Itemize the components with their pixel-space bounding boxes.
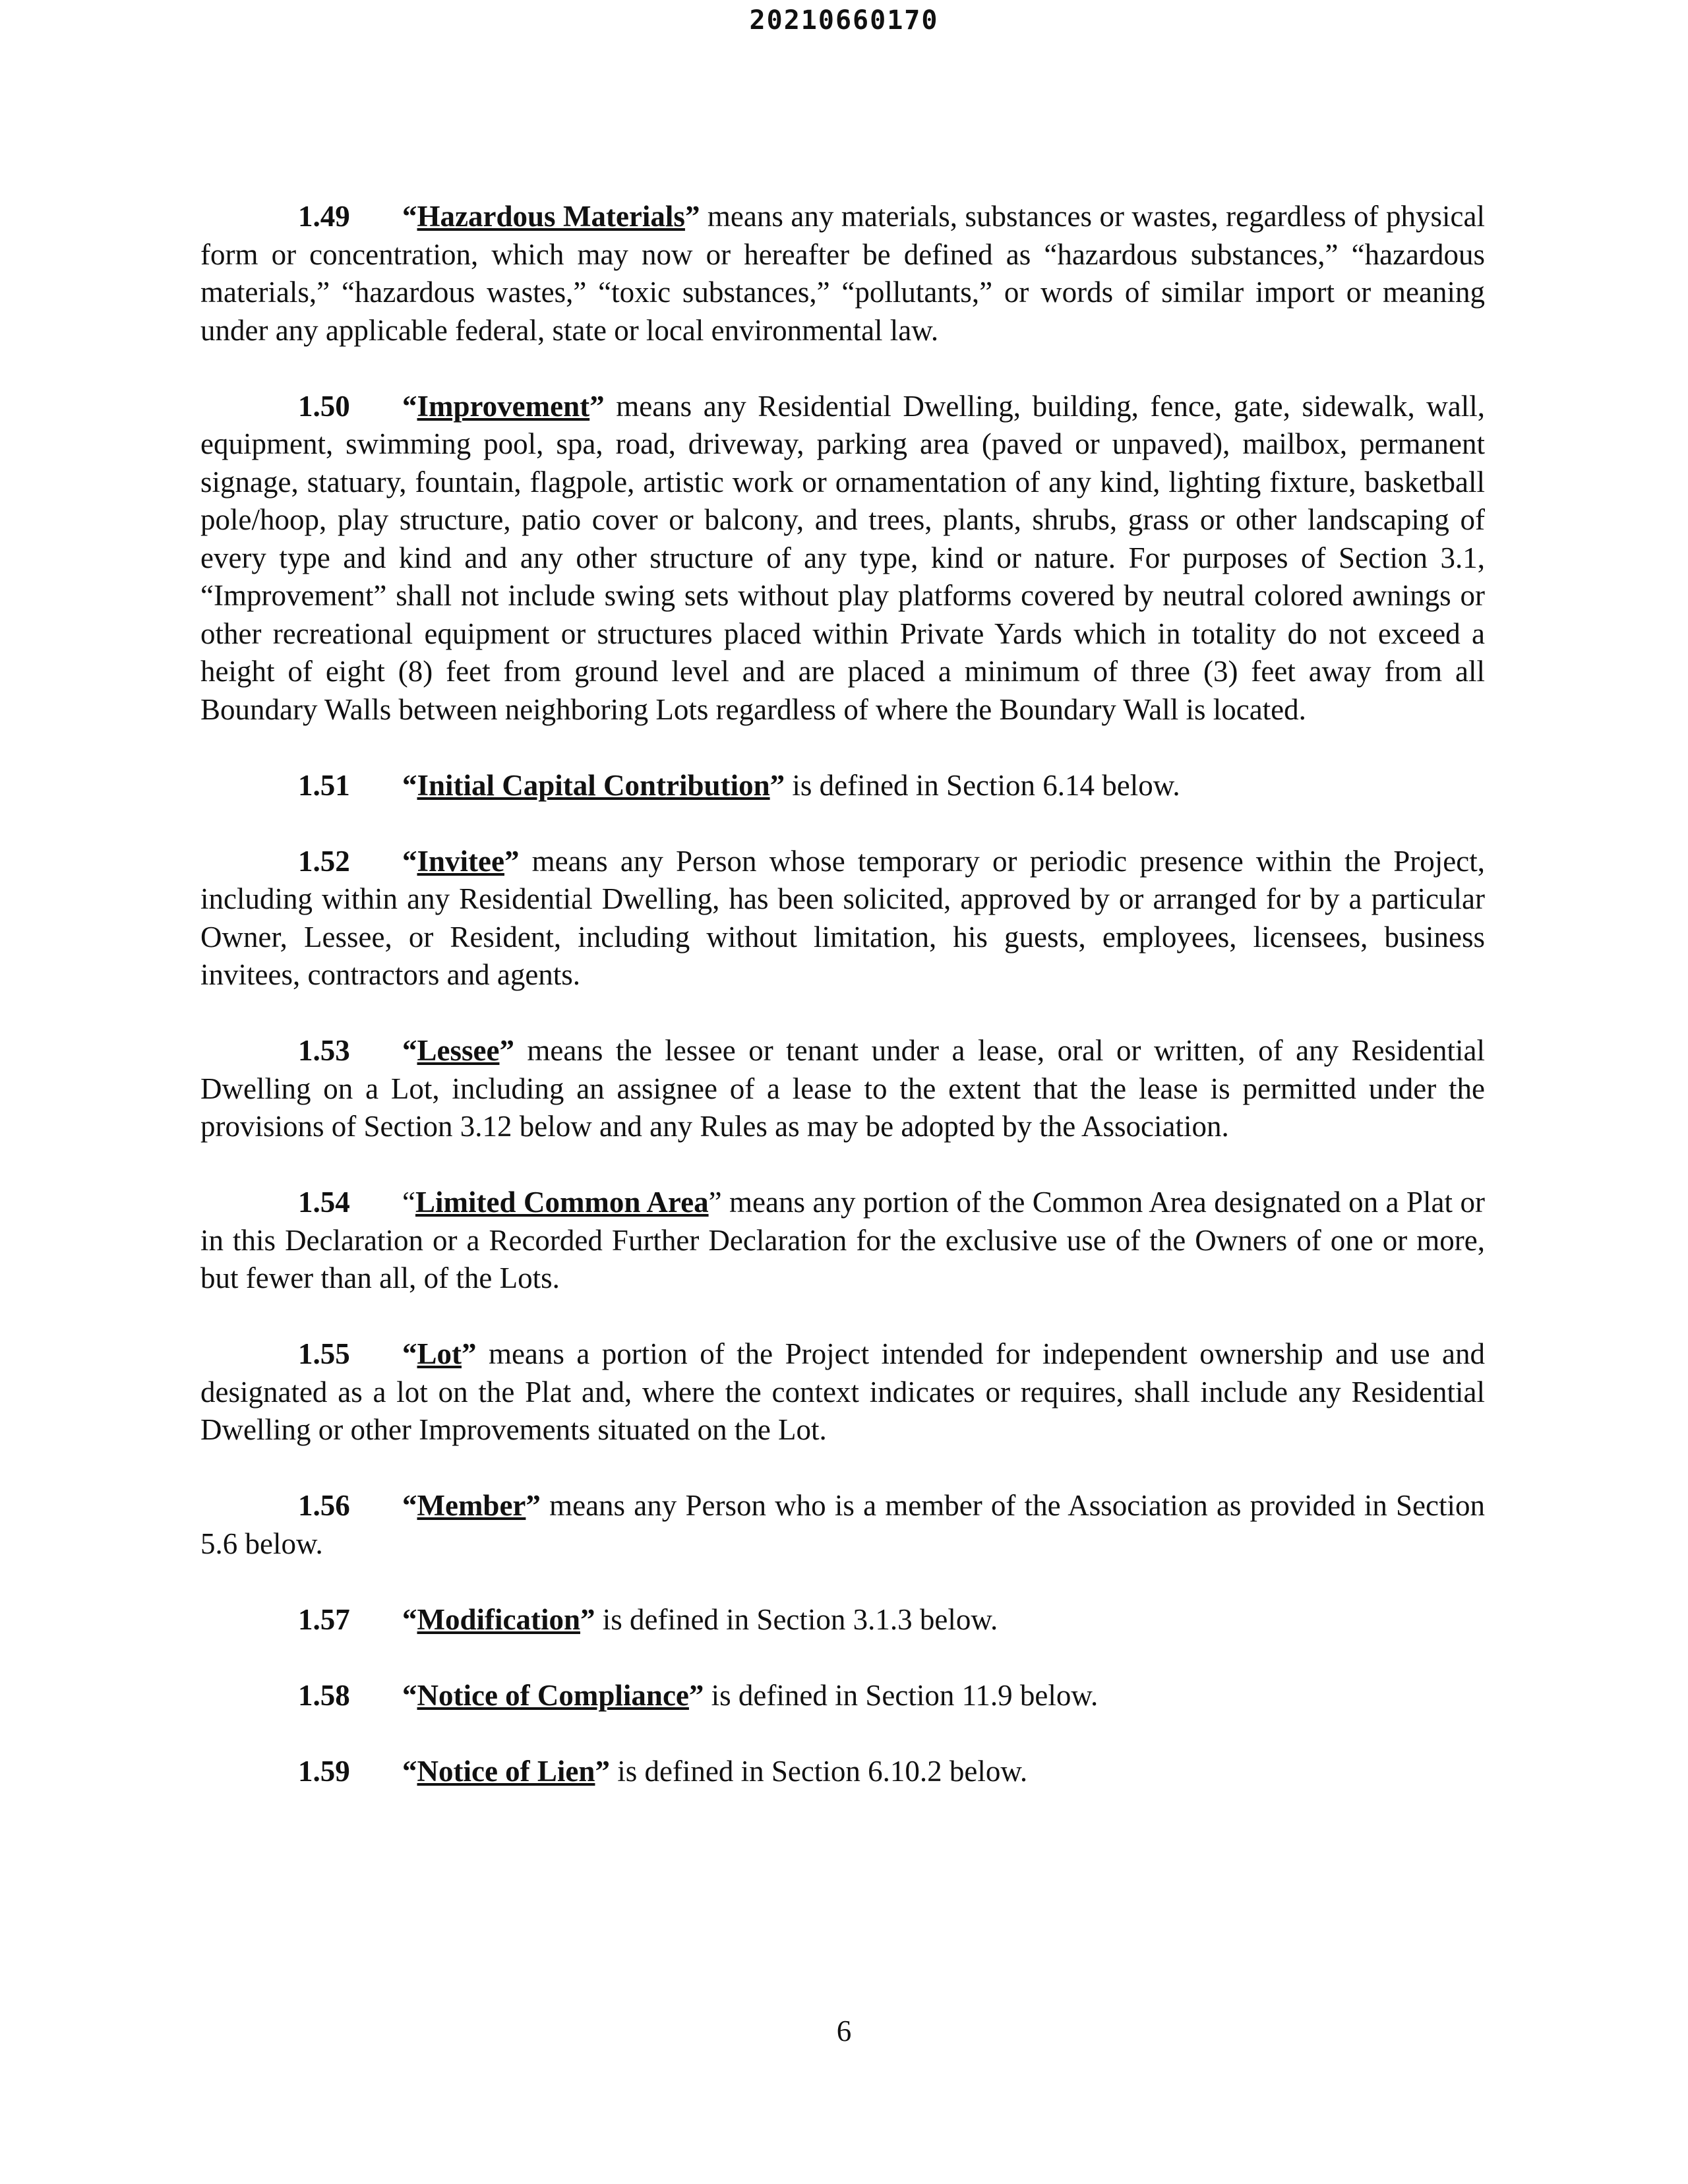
defined-term: Notice of Compliance bbox=[417, 1678, 689, 1712]
defined-term: Notice of Lien bbox=[417, 1754, 595, 1788]
definition-text: means a portion of the Project intended for independent ownership and use and designated as a lot on the Plat and, where the context indicates or requires, shall include any Residential Dwelling or other Improvements situated on the Lot. bbox=[200, 1337, 1485, 1446]
section-number: 1.53 bbox=[298, 1034, 350, 1067]
page-number: 6 bbox=[836, 2015, 852, 2048]
defined-term: Initial Capital Contribution bbox=[417, 768, 770, 802]
section-1-56 bbox=[200, 1487, 1485, 1563]
section-1-54 bbox=[200, 1184, 1485, 1298]
close-quote: ” bbox=[684, 200, 700, 233]
defined-term: Lessee bbox=[417, 1034, 500, 1067]
defined-term: Lot bbox=[417, 1337, 462, 1370]
defined-term: Limited Common Area bbox=[415, 1186, 709, 1219]
close-quote: ” bbox=[462, 1337, 477, 1370]
open-quote: “ bbox=[402, 1337, 417, 1370]
open-quote: “ bbox=[402, 1602, 417, 1636]
definition-text: is defined in Section 6.14 below. bbox=[785, 768, 1180, 802]
definition-text: is defined in Section 3.1.3 below. bbox=[595, 1602, 998, 1636]
document-body bbox=[200, 198, 1485, 1829]
recording-number: 20210660170 bbox=[749, 5, 939, 36]
section-number: 1.51 bbox=[298, 768, 350, 802]
close-quote: ” bbox=[580, 1602, 595, 1636]
section-number: 1.52 bbox=[298, 844, 350, 878]
section-number: 1.55 bbox=[298, 1337, 350, 1370]
section-1-59 bbox=[200, 1753, 1485, 1791]
section-number: 1.57 bbox=[298, 1602, 350, 1636]
section-number: 1.50 bbox=[298, 389, 350, 423]
defined-term: Improvement bbox=[417, 389, 590, 423]
close-quote: ” bbox=[708, 1186, 722, 1219]
section-1-55 bbox=[200, 1335, 1485, 1449]
close-quote: ” bbox=[504, 844, 520, 878]
definition-text: means any materials, substances or wastes, regardless of physical form or concentration, which may now or hereafter be defined as “hazardous substances,” “hazardous materials,” “hazardous wastes,” “toxic substances,” “pollutants,” or words of similar import or meaning under any applicable federal, state or local environmental law. bbox=[200, 200, 1485, 347]
open-quote: “ bbox=[402, 1186, 415, 1219]
section-1-57 bbox=[200, 1601, 1485, 1639]
section-number: 1.56 bbox=[298, 1489, 350, 1522]
definition-text: means any portion of the Common Area designated on a Plat or in this Declaration or a Recorded Further Declaration for the exclusive use of the Owners of one or more, but fewer than all, of the Lots. bbox=[200, 1186, 1485, 1294]
defined-term: Modification bbox=[417, 1602, 580, 1636]
close-quote: ” bbox=[589, 389, 605, 423]
open-quote: “ bbox=[402, 844, 417, 878]
definition-text: is defined in Section 11.9 below. bbox=[704, 1678, 1099, 1712]
section-1-51 bbox=[200, 767, 1485, 805]
open-quote: “ bbox=[402, 1678, 417, 1712]
open-quote: “ bbox=[402, 1034, 417, 1067]
section-1-53 bbox=[200, 1032, 1485, 1146]
definition-text: is defined in Section 6.10.2 below. bbox=[609, 1754, 1028, 1788]
definition-text: means any Residential Dwelling, building, fence, gate, sidewalk, wall, equipment, swimming pool, spa, road, driveway, parking area (paved or unpaved), mailbox, permanent signage, statuary, fountain, flagpole, artistic work or ornamentation of any kind, lighting fixture, basketball pole/hoop, play structure, patio cover or balcony, and trees, plants, shrubs, grass or other landscaping of every type and kind and any other structure of any type, kind or nature. For purposes of Section 3.1, “Improvement” shall not include swing sets without play platforms covered by neutral colored awnings or other recreational equipment or structures placed within Private Yards which in totality do not exceed a height of eight (8) feet from ground level and are placed a minimum of three (3) feet away from all Boundary Walls between neighboring Lots regardless of where the Boundary Wall is located. bbox=[200, 389, 1485, 726]
open-quote: “ bbox=[402, 1754, 417, 1788]
defined-term: Member bbox=[417, 1489, 526, 1522]
definition-text: means any Person who is a member of the Association as provided in Section 5.6 below. bbox=[200, 1489, 1485, 1560]
defined-term: Invitee bbox=[417, 844, 504, 878]
close-quote: ” bbox=[595, 1754, 610, 1788]
open-quote: “ bbox=[402, 200, 417, 233]
section-number: 1.49 bbox=[298, 200, 350, 233]
open-quote: “ bbox=[402, 768, 417, 802]
close-quote: ” bbox=[688, 1678, 704, 1712]
definition-text: means the lessee or tenant under a lease, oral or written, of any Residential Dwelling on a Lot, including an assignee of a lease to the extent that the lease is permitted under the provisions of Section 3.12 below and any Rules as may be adopted by the Association. bbox=[200, 1034, 1485, 1143]
open-quote: “ bbox=[402, 1489, 417, 1522]
section-1-50 bbox=[200, 388, 1485, 729]
definition-text: means any Person whose temporary or periodic presence within the Project, including within any Residential Dwelling, has been solicited, approved by or arranged for by a particular Owner, Lessee, or Resident, including without limitation, his guests, employees, licensees, business invitees, contractors and agents. bbox=[200, 844, 1485, 991]
section-number: 1.54 bbox=[298, 1186, 350, 1219]
close-quote: ” bbox=[526, 1489, 541, 1522]
section-1-49 bbox=[200, 198, 1485, 349]
section-number: 1.59 bbox=[298, 1754, 350, 1788]
close-quote: ” bbox=[769, 768, 785, 802]
section-1-52 bbox=[200, 843, 1485, 994]
section-1-58 bbox=[200, 1677, 1485, 1715]
close-quote: ” bbox=[499, 1034, 514, 1067]
open-quote: “ bbox=[402, 389, 417, 423]
section-number: 1.58 bbox=[298, 1678, 350, 1712]
defined-term: Hazardous Materials bbox=[417, 200, 685, 233]
